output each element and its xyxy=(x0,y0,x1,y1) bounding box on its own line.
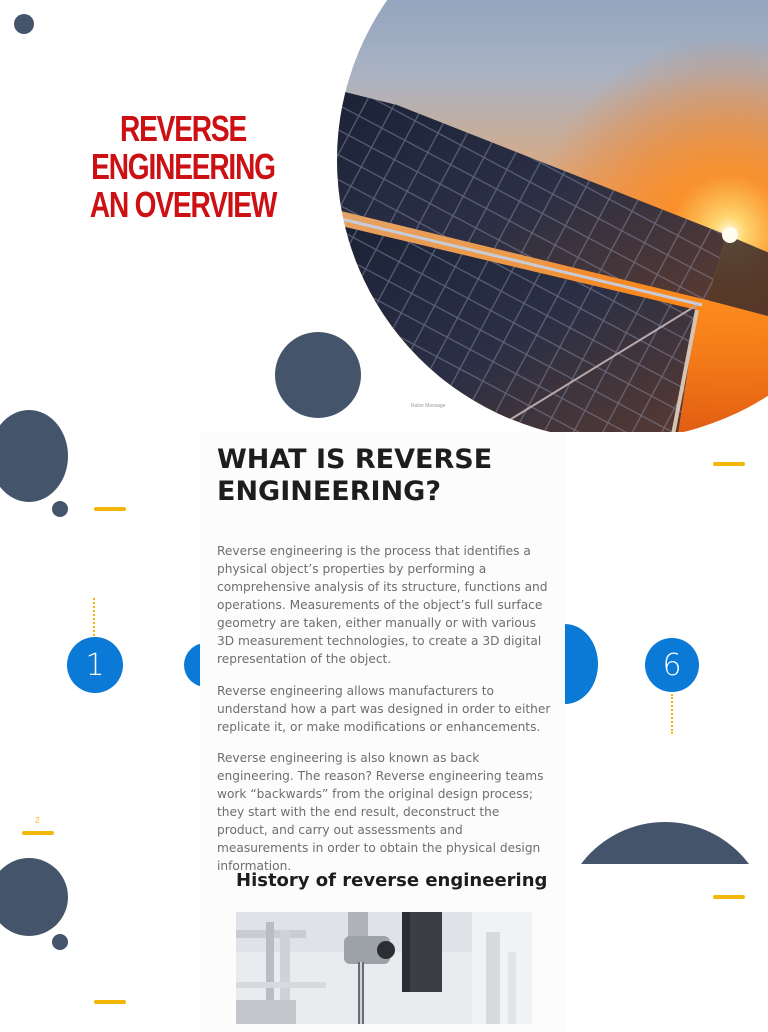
page-number: 2 xyxy=(35,816,40,825)
yellow-dash xyxy=(22,831,54,835)
slide-title xyxy=(54,110,311,224)
dotted-connector xyxy=(93,598,95,636)
step-circle-6 xyxy=(645,638,699,692)
article-heading xyxy=(217,444,547,508)
step-number: 6 xyxy=(662,647,682,683)
article-subheading: History of reverse engineering xyxy=(236,870,548,891)
article-paragraph-2: Reverse engineering allows manufacturers to understand how a part was designed in order to either replicate it, or make modifications or enhancements. xyxy=(217,684,551,734)
article-paragraph-1: Reverse engineering is the process that identifies a physical object’s properties by performing a comprehensive analysis of its structure, functions and operations. Measurements of the object’s full surface geometry are taken, either manually or with various 3D measurement technologies, to create a 3D digital representation of the object. xyxy=(217,544,548,666)
small-navy-dot xyxy=(14,14,34,34)
step-circle-1 xyxy=(67,637,123,693)
navy-quarter-circle xyxy=(560,822,768,1032)
step-number: 1 xyxy=(85,647,105,683)
navy-half-circle-left xyxy=(0,858,68,936)
cmm-probe-machine-image xyxy=(236,912,532,1024)
small-navy-dot xyxy=(52,934,68,950)
large-navy-dot xyxy=(275,332,361,418)
dotted-connector xyxy=(671,694,673,734)
yellow-dash xyxy=(713,462,745,466)
solar-panels-sunset-image xyxy=(337,0,768,432)
heading-line1: WHAT IS REVERSE xyxy=(217,444,493,475)
photo-credit: Ralze Message xyxy=(411,403,446,409)
slide-title-line1: REVERSE ENGINEERING xyxy=(91,108,275,187)
title-slide xyxy=(0,0,768,432)
slide-title-line2: AN OVERVIEW xyxy=(89,184,277,225)
small-navy-dot xyxy=(52,501,68,517)
article-paragraph-3: Reverse engineering is also known as back engineering. The reason? Reverse engineering teams work “backwards” from the original design process; they start with the end result, deconstruct the product, and carry out assessments and measurements in order to obtain the physical design information. xyxy=(217,751,544,873)
yellow-dash xyxy=(94,1000,126,1004)
yellow-dash xyxy=(94,507,126,511)
yellow-dash xyxy=(713,895,745,899)
heading-line2: ENGINEERING? xyxy=(217,476,441,507)
